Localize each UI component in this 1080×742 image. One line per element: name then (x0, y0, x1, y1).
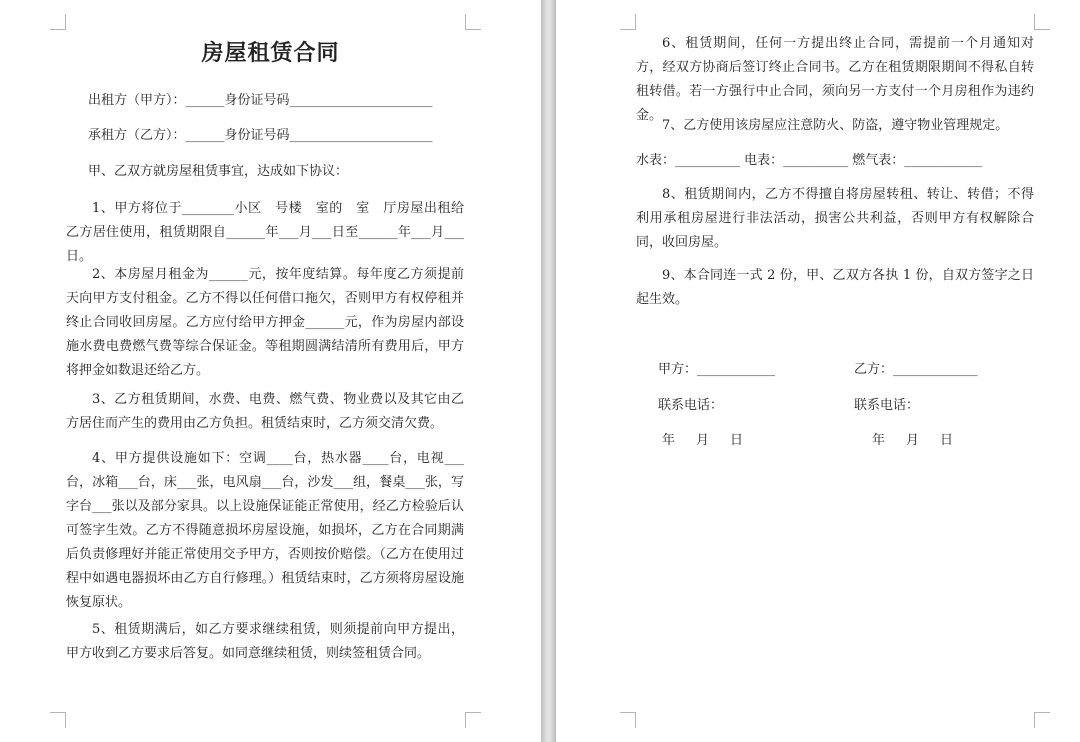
meters-line: 水表：__________ 电表：__________ 燃气表：____________ (636, 153, 983, 168)
crop-mark (1034, 712, 1050, 728)
crop-mark (50, 712, 66, 728)
intro-text: 甲、乙双方就房屋租赁事宜，达成如下协议： (88, 164, 349, 179)
lessor-line: 出租方（甲方）：______身份证号码______________________ (88, 93, 433, 108)
document-title: 房屋租赁合同 (201, 40, 340, 66)
clause-2: 2、本房屋月租金为______元，按年度结算。每年度乙方须提前 天向甲方支付租金。乙方不得以任何借口拖欠，否则甲方有权停租并终止合同收回房屋。乙方应付给甲方押金______元，作为房屋内部设施水费电费燃气费等综合保证金。等租期圆满结清所有费用后，甲方将押金如数退还给乙方。 (66, 267, 478, 378)
clause-9: 9、本合同连一式 2 份，甲、乙双方各执 1 份，自双方签字之日起生效。 (636, 268, 1034, 307)
crop-mark (50, 14, 66, 30)
clause-8: 8、租赁期间内，乙方不得擅自将房屋转租、转让、转借；不得利用承租房屋进行非法活动，损害公共利益，否则甲方有权解除合同，收回房屋。 (636, 187, 1034, 250)
date-party-a: 年 月 日 (662, 433, 748, 448)
crop-mark (465, 14, 481, 30)
clause-6: 6、租赁期间，任何一方提出终止合同，需提前一个月通知对方，经双方协商后签订终止合同书。乙方在租赁期限期间不得私自转租转借。若一方强行中止合同，须向另一方支付一个月房租作为违约金。 (636, 36, 1034, 123)
page-2 (556, 0, 1080, 742)
crop-mark (1034, 14, 1050, 30)
date-party-b: 年 月 日 (872, 433, 958, 448)
clause-1: 1、甲方将位于________小区 号楼 室的 室 厅房屋出租给乙方居住使用，租赁期限自______年___月___日至______年___月___日。 (66, 201, 464, 264)
clause-4: 4、甲方提供设施如下：空调____台，热水器____台，电视___台，冰箱___台，床___张，电风扇___台，沙发___组，餐桌___张，写字台___张以及部分家具。以上设施保证能正常使用，经乙方检验后认可签字生效。乙方不得随意损坏房屋设施，如损坏，乙方在合同期满后负责修理好并能正常使用交予甲方，否则按价赔偿。（乙方在使用过程中如遇电器损坏由乙方自行修理。）租赁结束时，乙方须将房屋设施恢复原状。 (66, 451, 464, 610)
clause-5: 5、租赁期满后，如乙方要求继续租赁，则须提前向甲方提出，甲方收到乙方要求后答复。如同意继续租赁，则续签租赁合同。 (66, 622, 464, 661)
clause-3: 3、乙方租赁期间，水费、电费、燃气费、物业费以及其它由乙方居住而产生的费用由乙方负担。租赁结束时，乙方须交清欠费。 (66, 392, 464, 431)
signature-party-a: 甲方：____________ (658, 362, 776, 377)
page-gap (541, 0, 556, 742)
lessee-line: 承租方（乙方）：______身份证号码______________________ (88, 128, 433, 143)
crop-mark (620, 14, 636, 30)
crop-mark (465, 712, 481, 728)
signature-party-b: 乙方：_____________ (854, 362, 978, 377)
clause-7: 7、乙方使用该房屋应注意防火、防盗，遵守物业管理规定。 (662, 118, 1009, 133)
phone-party-b: 联系电话： (854, 398, 920, 413)
crop-mark (620, 712, 636, 728)
phone-party-a: 联系电话： (658, 398, 724, 413)
